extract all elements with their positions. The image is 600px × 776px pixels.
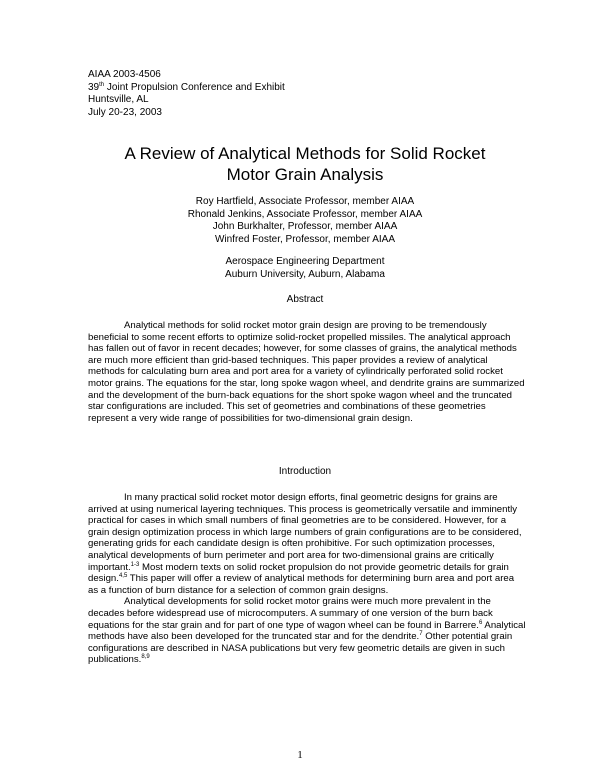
- citation-ref: 8,9: [141, 654, 150, 661]
- author: John Burkhalter, Professor, member AIAA: [212, 221, 398, 232]
- university: Auburn University, Auburn, Alabama: [225, 268, 385, 280]
- introduction-heading: Introduction: [278, 466, 332, 477]
- paragraph-text: Analytical developments for solid rocket motor grains were much more prevalent in the decades before widespread use of microcomputers. A summary of one version of the burn back equations for the star grain and for part of one type of wagon wheel can be found in Barrere.: [88, 596, 493, 631]
- title-line-1: A Review of Analytical Methods for Solid Rocket: [124, 144, 486, 163]
- paragraph-text: In many practical solid rocket motor design efforts, final geometric designs for grains are arrived at using numerical layering techniques. This process is geometrically versatile and imminently practical for cases in which small numbers of final geometries are to be considered. However, for a grain design optimization process in which large numbers of grain configurations are to be considered, generating grids for each candidate design is often prohibitive. For such optimization processes, analytical developments of burn perimeter and port area for two-dimensional grains are critically important.: [88, 492, 522, 573]
- citation-ref: 1-3: [130, 561, 140, 568]
- author: Roy Hartfield, Associate Professor, member AIAA: [195, 196, 415, 207]
- paper-title: [60, 143, 550, 185]
- conference-rest: Joint Propulsion Conference and Exhibit: [104, 81, 285, 93]
- page-number: 1: [297, 749, 303, 761]
- paragraph-text: Analytical methods have also been developed for the truncated star and for the dendrite.: [88, 619, 526, 643]
- paper-header: [88, 69, 285, 119]
- abstract-body: [88, 320, 526, 424]
- abstract-paragraph: Analytical methods for solid rocket motor grain design are proving to be tremendously beneficial to some recent efforts to optimize solid-rocket propelled missiles. The analytical approach has fallen out of favor in recent decades; however, for some classes of grains, the analytical methods are much more efficient than grid-based techniques. This paper provides a review of analytical methods for calculating burn area and port area for a variety of cylindrically perforated solid rocket motor grains. The equations for the star, long spoke wagon wheel, and dendrite grains are summarized and the development of the burn-back equations for the short spoke wagon wheel and the truncated star configurations are included. This set of geometries and combinations of these geometries represent a very wide range of possibilities for two-dimensional grain design.: [88, 320, 525, 424]
- conference-location: Huntsville, AL: [88, 94, 149, 105]
- paragraph-text: Most modern texts on solid rocket propulsion do not provide geometric details for grain design.: [88, 561, 509, 585]
- citation-ref: 7: [419, 631, 423, 638]
- paragraph-text: This paper will offer a review of analytical methods for determining burn area and port area as a function of burn distance for a selection of common grain designs.: [88, 573, 515, 596]
- affiliation: [60, 256, 550, 281]
- paper-number: AIAA 2003-4506: [88, 69, 161, 80]
- conference-ordinal: 39: [88, 81, 100, 93]
- abstract-heading: Abstract: [286, 294, 324, 305]
- author: Rhonald Jenkins, Associate Professor, member AIAA: [187, 208, 423, 220]
- author-list: [60, 196, 550, 246]
- citation-ref: 4,5: [118, 573, 128, 580]
- introduction-paragraph-2: [88, 596, 526, 666]
- conference-ordinal-suffix: th: [99, 81, 105, 88]
- conference-dates: July 20-23, 2003: [88, 106, 162, 118]
- author: Winfred Foster, Professor, member AIAA: [214, 233, 396, 245]
- citation-ref: 6: [478, 619, 483, 626]
- introduction-paragraph-1: [88, 492, 526, 596]
- department: Aerospace Engineering Department: [225, 256, 385, 267]
- paragraph-text: Other potential grain configurations are described in NASA publications but very few geometric details are given in such publications.: [88, 631, 513, 666]
- conference-name: [88, 82, 285, 95]
- introduction-body: [88, 492, 526, 666]
- title-line-2: Motor Grain Analysis: [226, 165, 384, 184]
